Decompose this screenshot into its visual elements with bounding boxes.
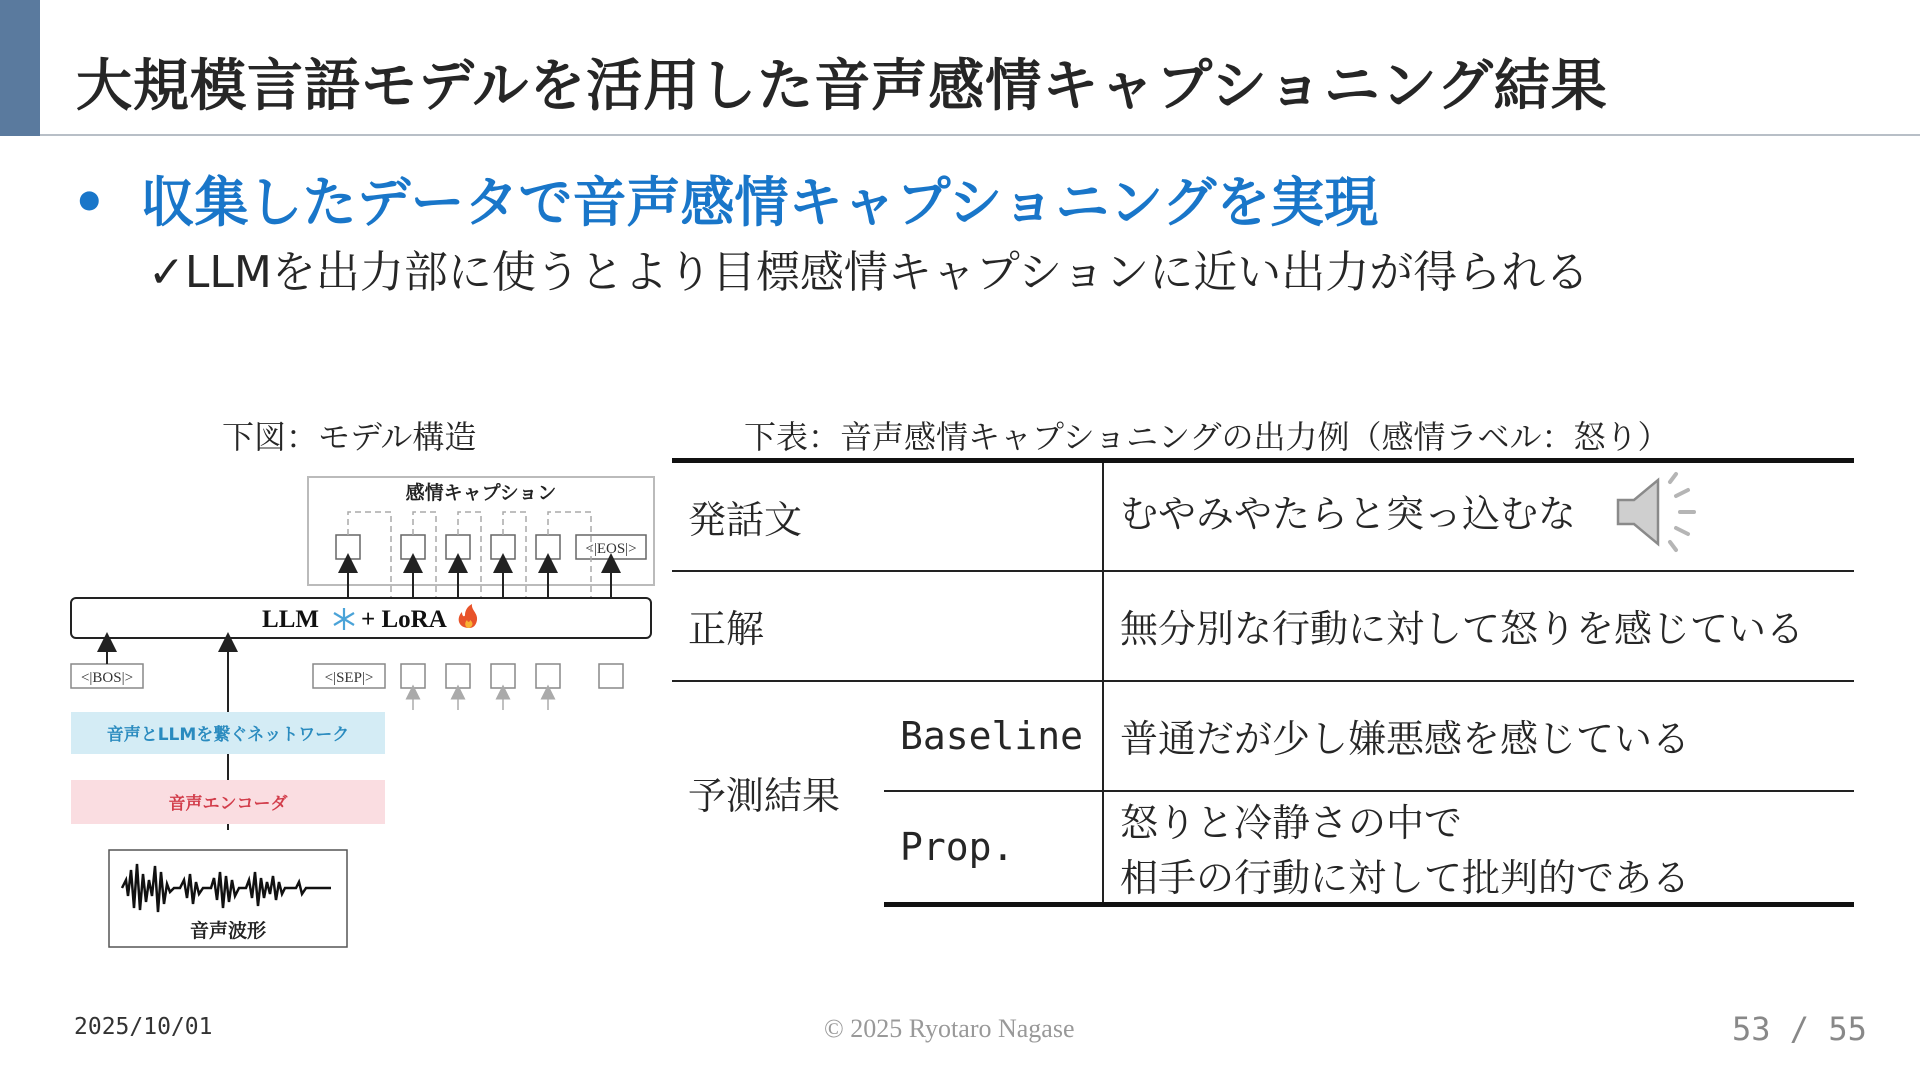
truth-label: 正解 — [672, 571, 1103, 681]
utterance-cell — [1103, 461, 1854, 571]
table-caption: 下表：音声感情キャプショニングの出力例（感情ラベル：怒り） — [744, 418, 1670, 456]
eos-token: <|EOS|> — [585, 541, 637, 557]
sep-token: <|SEP|> — [324, 670, 374, 686]
title-accent-bar — [0, 0, 40, 136]
footer-copyright: © 2025 Ryotaro Nagase — [824, 1014, 1075, 1043]
bullet-dot: • — [72, 171, 107, 234]
prop-value-line2: 相手の行動に対して批判的である — [1120, 855, 1691, 900]
truth-value: 無分別な行動に対して怒りを感じている — [1103, 571, 1854, 681]
slide-title: 大規模言語モデルを活用した音声感情キャプショニング結果 — [76, 54, 1608, 119]
bos-token-group — [71, 642, 143, 688]
prop-value-line1: 怒りと冷静さの中で — [1120, 800, 1463, 845]
page-number: 53 / 55 — [1732, 1010, 1867, 1048]
bos-token: <|BOS|> — [80, 670, 134, 686]
figure-caption: 下図：モデル構造 — [222, 418, 477, 456]
output-caption-label: 感情キャプション — [405, 482, 557, 504]
waveform-box — [109, 850, 347, 947]
input-token-boxes — [401, 664, 623, 688]
speaker-icon[interactable] — [1612, 470, 1702, 563]
table-row — [672, 681, 1854, 791]
sep-token-group — [313, 664, 385, 688]
sub-point: ✓LLMを出力部に使うとより目標感情キャプションに近い出力が得られる — [148, 247, 1590, 298]
llm-block — [71, 598, 651, 638]
encoder-label: 音声エンコーダ — [168, 794, 288, 814]
results-table — [672, 458, 1854, 907]
llm-label: LLM — [262, 606, 319, 633]
prediction-label: 予測結果 — [688, 774, 841, 819]
main-bullet — [72, 160, 1378, 237]
prop-value — [1103, 791, 1854, 905]
table-row — [672, 571, 1854, 681]
waveform-label: 音声波形 — [189, 920, 267, 942]
lora-label: + LoRA — [361, 606, 447, 633]
model-diagram — [66, 470, 666, 960]
utterance-label: 発話文 — [672, 461, 1103, 571]
utterance-value: むやみやたらと突っ込むな — [1120, 491, 1577, 536]
table-row — [672, 461, 1854, 571]
baseline-label: Baseline — [884, 681, 1103, 791]
footer-date: 2025/10/01 — [74, 1014, 213, 1040]
prop-label: Prop. — [884, 791, 1103, 905]
baseline-value: 普通だが少し嫌悪感を感じている — [1103, 681, 1854, 791]
title-divider — [40, 134, 1920, 136]
bridge-network-label: 音声とLLMを繋ぐネットワーク — [106, 725, 350, 745]
bullet-text: 収集したデータで音声感情キャプショニングを実現 — [140, 171, 1379, 234]
